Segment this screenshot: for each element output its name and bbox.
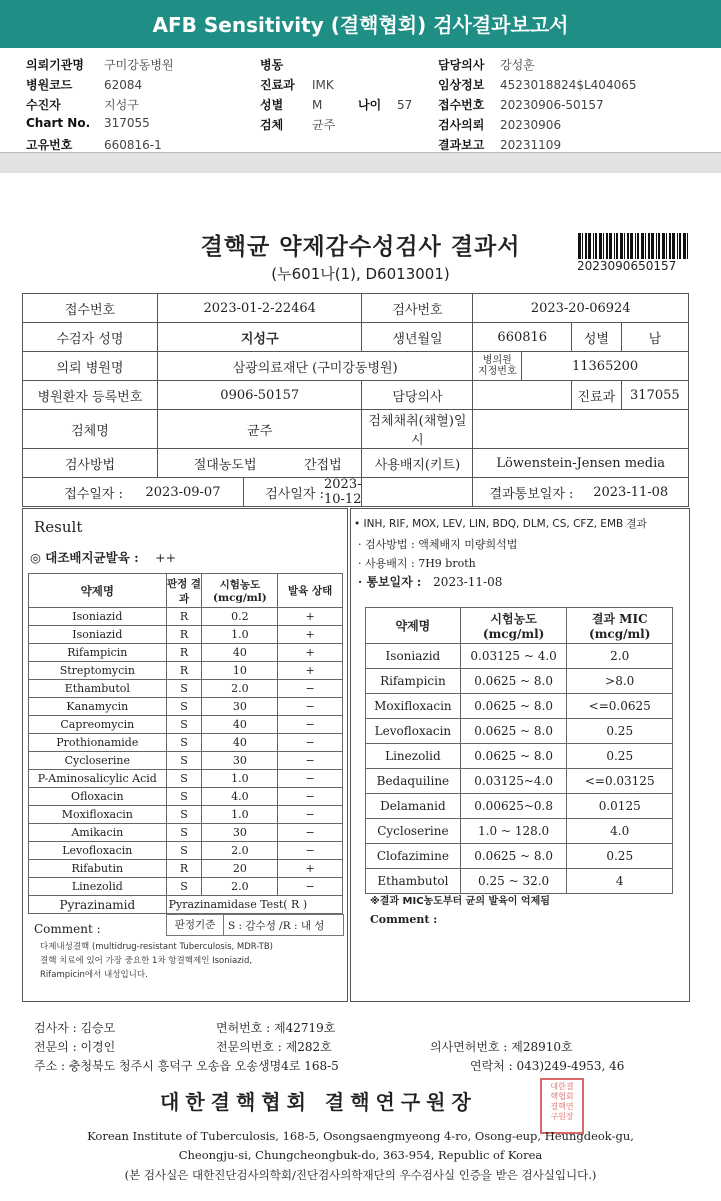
mic-range: 0.00625~0.8 (460, 794, 567, 819)
drug-growth: − (278, 698, 343, 716)
mic-row (366, 669, 673, 694)
license-no-1: 면허번호 : 제42719호 (216, 1021, 336, 1035)
drug-row (29, 842, 343, 860)
method-values (157, 449, 362, 478)
certification-note: (본 검사실은 대한진단검사의학회/진단검사의학재단의 우수검사실 인증을 받은 검사실입니다.) (124, 1168, 597, 1182)
hospital-code-value: 11365200 (522, 352, 689, 381)
result-heading: Result (34, 518, 83, 536)
header-field (260, 116, 335, 133)
mic-value: 0.25 (567, 744, 673, 769)
drug-conc: 30 (202, 752, 278, 770)
mic-drug-name: Linezolid (366, 744, 461, 769)
drug-result: S (166, 878, 202, 896)
mic-value: 4.0 (567, 819, 673, 844)
drug-row (29, 788, 343, 806)
drug-growth: + (278, 644, 343, 662)
mic-drug-list: • INH, RIF, MOX, LEV, LIN, BDQ, DLM, CS, CFZ, EMB 결과 (354, 518, 647, 530)
control-value: ++ (155, 550, 177, 565)
mic-drug-name: Levofloxacin (366, 719, 461, 744)
header-field-label: 결과보고 (438, 138, 485, 152)
header-field-label: 성별 (260, 98, 284, 112)
mic-range: 0.0625 ~ 8.0 (460, 694, 567, 719)
mic-drug-name: Isoniazid (366, 644, 461, 669)
drug-conc: 40 (202, 734, 278, 752)
drug-result: R (166, 860, 202, 878)
drug-name: P-Aminosalicylic Acid (29, 770, 167, 788)
mic-row (366, 844, 673, 869)
drug-conc: 40 (202, 716, 278, 734)
institute-name: 대한결핵협회 결핵연구원장 (160, 1090, 477, 1114)
mic-range: 0.0625 ~ 8.0 (460, 719, 567, 744)
specialist: 전문의 : 이경인 (34, 1040, 116, 1054)
english-address-2: Cheongju-si, Chungcheongbuk-do, 363-954, Republic of Korea (178, 1148, 543, 1162)
drug-growth: − (278, 716, 343, 734)
header-field (26, 116, 150, 130)
drug-row (29, 806, 343, 824)
header-field-value: 4523018824$L404065 (500, 78, 637, 92)
mic-value: 0.25 (567, 844, 673, 869)
kit-label: 사용배지(키트) (362, 449, 473, 478)
mic-range: 0.03125 ~ 4.0 (460, 644, 567, 669)
drug-result: R (166, 626, 202, 644)
drug-growth: − (278, 752, 343, 770)
header-field-value: 660816-1 (104, 138, 162, 152)
drug-row (29, 626, 343, 644)
header-field (260, 76, 334, 93)
receipt-no-label: 접수번호 (23, 294, 158, 323)
barcode-graphic (578, 233, 688, 259)
drug-row (29, 824, 343, 842)
license-no-3: 의사면허번호 : 제28910호 (430, 1040, 573, 1054)
criteria-value: S : 감수성 /R : 내 성 (228, 919, 325, 932)
recv-date-label: 접수일자 : (64, 486, 123, 502)
drug-conc: 2.0 (202, 680, 278, 698)
mic-range: 0.0625 ~ 8.0 (460, 669, 567, 694)
receipt-no-value: 2023-01-2-22464 (157, 294, 362, 323)
mic-drug-name: Delamanid (366, 794, 461, 819)
drug-name: Levofloxacin (29, 842, 167, 860)
mic-value: <=0.03125 (567, 769, 673, 794)
test-no-label: 검사번호 (362, 294, 473, 323)
age-value: 57 (397, 98, 413, 112)
drug-growth: + (278, 860, 343, 878)
test-date-label: 검사일자 : (265, 486, 324, 502)
header-field (438, 76, 636, 93)
header-field (26, 56, 174, 73)
drug-growth: − (278, 878, 343, 896)
drug-result: R (166, 662, 202, 680)
mic-value: 2.0 (567, 644, 673, 669)
header-field (438, 56, 535, 73)
drug-name: Capreomycin (29, 716, 167, 734)
sex-label: 성별 (572, 323, 622, 352)
mic-col-drug: 약제명 (366, 608, 461, 644)
mic-notify-label: · 통보일자 : (358, 575, 422, 589)
header-field-value: 지성구 (104, 98, 139, 112)
header-field-value: 구미강동병원 (104, 58, 174, 72)
header-field (26, 76, 142, 93)
header-field-value: 균주 (312, 118, 336, 132)
header-field (260, 96, 322, 113)
drug-growth: + (278, 608, 343, 626)
header-field-label: 검체 (260, 118, 284, 132)
mic-row (366, 869, 673, 894)
drug-result: S (166, 752, 202, 770)
hospital-label: 의뢰 병원명 (23, 352, 158, 381)
drug-name: Ethambutol (29, 680, 167, 698)
header-field-value: IMK (312, 78, 334, 92)
drug-result: S (166, 788, 202, 806)
mic-drug-name: Bedaquiline (366, 769, 461, 794)
recv-date-value: 2023-09-07 (145, 484, 221, 500)
header-field-value: 20230906-50157 (500, 98, 604, 112)
hospital-code-label: 병의원 지정번호 (473, 352, 522, 381)
mic-value: 4 (567, 869, 673, 894)
test-date-value: 2023-10-12 (324, 477, 362, 507)
mic-row (366, 819, 673, 844)
header-field-value: 20230906 (500, 118, 562, 132)
header-field (260, 56, 312, 73)
license-no-2: 전문의번호 : 제282호 (216, 1040, 332, 1054)
drug-conc: 1.0 (202, 806, 278, 824)
col-conc: 시험농도 (mcg/ml) (202, 574, 278, 608)
gray-band (0, 153, 721, 173)
mic-row (366, 719, 673, 744)
criteria-label: 판정기준 (167, 915, 224, 935)
header-field-label: 수진자 (26, 98, 61, 112)
reg-no-value: 0906-50157 (157, 381, 362, 410)
dept-value: 317055 (621, 381, 688, 410)
barcode-number: 2023090650157 (577, 259, 677, 273)
age-field (358, 96, 412, 113)
collect-label: 검체채취(채혈)일시 (362, 410, 473, 449)
drug-conc: 1.0 (202, 770, 278, 788)
header-field-label: 고유번호 (26, 138, 73, 152)
col-result: 판정 결과 (166, 574, 202, 608)
drug-growth: + (278, 662, 343, 680)
drug-conc: 20 (202, 860, 278, 878)
comment-line: 결핵 치료에 있어 가장 중요한 1차 항결핵제인 Isoniazid, (40, 956, 253, 966)
header-field (438, 116, 561, 133)
mic-value: >8.0 (567, 669, 673, 694)
patient-name-label: 수검자 성명 (23, 323, 158, 352)
drug-conc: 2.0 (202, 842, 278, 860)
header-field (438, 96, 604, 113)
drug-conc: 40 (202, 644, 278, 662)
drug-conc: 0.2 (202, 608, 278, 626)
mic-notify-date: 2023-11-08 (433, 575, 503, 589)
result-comment-label: Comment : (34, 922, 101, 936)
header-field (438, 136, 561, 153)
col-growth: 발육 상태 (278, 574, 343, 608)
birth-label: 생년월일 (362, 323, 473, 352)
mic-col-result: 결과 MIC (mcg/ml) (567, 608, 673, 644)
doctor-label: 담당의사 (362, 381, 473, 410)
test-no-value: 2023-20-06924 (473, 294, 689, 323)
header-field-label: 검사의뢰 (438, 118, 485, 132)
drug-growth: − (278, 734, 343, 752)
official-seal (540, 1078, 584, 1134)
drug-growth: − (278, 824, 343, 842)
control-label: ◎ 대조배지균발육 : (30, 550, 139, 565)
drug-name: Linezolid (29, 878, 167, 896)
drug-growth: − (278, 842, 343, 860)
drug-name: Rifabutin (29, 860, 167, 878)
mic-row (366, 744, 673, 769)
birth-value: 660816 (473, 323, 572, 352)
mic-row (366, 794, 673, 819)
drug-row (29, 860, 343, 878)
header-field-label: 접수번호 (438, 98, 485, 112)
report-date-cell (473, 478, 689, 507)
method-value-2: 간접법 (303, 457, 342, 473)
mic-comment-label: Comment : (370, 913, 438, 926)
doctor-value (473, 381, 572, 410)
criteria-box (166, 914, 344, 936)
drug-name: Moxifloxacin (29, 806, 167, 824)
drug-result: S (166, 698, 202, 716)
header-field-label: 진료과 (260, 78, 295, 92)
mic-note: ※결과 MIC농도부터 균의 발육이 억제됨 (370, 896, 550, 907)
drug-row (29, 716, 343, 734)
report-date-value: 2023-11-08 (593, 484, 669, 500)
header-field-value: 62084 (104, 78, 143, 92)
drug-name: Streptomycin (29, 662, 167, 680)
mic-range: 0.0625 ~ 8.0 (460, 844, 567, 869)
english-address-1: Korean Institute of Tuberculosis, 168-5, Osongsaengmyeong 4-ro, Osong-eup, Heungdeok-gu, (87, 1129, 634, 1143)
mic-notify (358, 573, 502, 590)
specimen-label: 검체명 (23, 410, 158, 449)
address: 주소 : 충청북도 청주시 흥덕구 오송읍 오송생명4로 168-5 (34, 1059, 339, 1073)
comment-line: 다제내성결핵 (multidrug-resistant Tuberculosis, MDR-TB) (40, 942, 274, 952)
mic-drug-name: Moxifloxacin (366, 694, 461, 719)
mic-row (366, 769, 673, 794)
comment-line: Rifampicin에서 내성입니다. (40, 970, 148, 980)
header-field-label: 의뢰기관명 (26, 58, 84, 72)
drug-result: S (166, 824, 202, 842)
mic-value: 0.25 (567, 719, 673, 744)
drug-result: S (166, 716, 202, 734)
drug-result: S (166, 734, 202, 752)
pza-test: Pyrazinamidase Test( R ) (166, 896, 342, 914)
mic-range: 0.03125~4.0 (460, 769, 567, 794)
drug-conc: 4.0 (202, 788, 278, 806)
patient-info-table (22, 293, 689, 507)
drug-row (29, 752, 343, 770)
header-field-label: 병동 (260, 58, 284, 72)
header-field-value: 강성훈 (500, 58, 535, 72)
report-date-label: 결과통보일자 : (489, 486, 574, 502)
header-field (26, 136, 162, 153)
mic-result-table (365, 607, 673, 894)
drug-result: S (166, 806, 202, 824)
drug-row (29, 878, 343, 896)
mic-range: 1.0 ~ 128.0 (460, 819, 567, 844)
age-label: 나이 (358, 98, 382, 112)
mic-row (366, 694, 673, 719)
header-field-label: Chart No. (26, 116, 91, 130)
patient-name-value: 지성구 (157, 323, 362, 352)
dept-label: 진료과 (572, 381, 622, 410)
drug-result: S (166, 680, 202, 698)
header-field-label: 임상정보 (438, 78, 485, 92)
drug-result: S (166, 770, 202, 788)
header-field-label: 병원코드 (26, 78, 73, 92)
test-date-spacer (362, 478, 473, 507)
drug-result: R (166, 608, 202, 626)
drug-conc: 30 (202, 824, 278, 842)
mic-drug-name: Rifampicin (366, 669, 461, 694)
drug-growth: − (278, 770, 343, 788)
drug-name: Prothionamide (29, 734, 167, 752)
drug-conc: 10 (202, 662, 278, 680)
mic-range: 0.0625 ~ 8.0 (460, 744, 567, 769)
drug-growth: − (278, 680, 343, 698)
drug-growth: + (278, 626, 343, 644)
mic-method: · 검사방법 : 액체배지 미량희석법 (358, 538, 518, 551)
method-label: 검사방법 (23, 449, 158, 478)
report-title: 결핵균 약제감수성검사 결과서 (200, 234, 521, 260)
header-field-value: M (312, 98, 323, 112)
header-field-label: 담당의사 (438, 58, 485, 72)
drug-name: Ofloxacin (29, 788, 167, 806)
hospital-value: 삼광의료재단 (구미강동병원) (157, 352, 472, 381)
col-drug: 약제명 (29, 574, 167, 608)
method-value-1: 절대농도법 (193, 457, 257, 473)
drug-growth: − (278, 788, 343, 806)
drug-name: Amikacin (29, 824, 167, 842)
header-field (26, 96, 139, 113)
drug-row (29, 680, 343, 698)
header-field-value: 20231109 (500, 138, 562, 152)
kit-value: Löwenstein-Jensen media (473, 449, 689, 478)
drug-name: Kanamycin (29, 698, 167, 716)
contact: 연락처 : 043)249-4953, 46 (470, 1059, 625, 1073)
drug-row (29, 698, 343, 716)
mic-row (366, 644, 673, 669)
sex-value: 남 (621, 323, 688, 352)
mic-col-range: 시험농도 (mcg/ml) (460, 608, 567, 644)
drug-name: Isoniazid (29, 608, 167, 626)
drug-growth: − (278, 806, 343, 824)
drug-conc: 30 (202, 698, 278, 716)
drug-row (29, 734, 343, 752)
tester: 검사자 : 김승모 (34, 1021, 116, 1035)
mic-drug-name: Cycloserine (366, 819, 461, 844)
drug-name: Rifampicin (29, 644, 167, 662)
control-growth (30, 548, 176, 566)
drug-row (29, 608, 343, 626)
drug-conc: 2.0 (202, 878, 278, 896)
mic-medium: · 사용배지 : 7H9 broth (358, 557, 476, 570)
drug-conc: 1.0 (202, 626, 278, 644)
dates-left (23, 478, 362, 507)
reg-no-label: 병원환자 등록번호 (23, 381, 158, 410)
mic-value: 0.0125 (567, 794, 673, 819)
mic-drug-name: Ethambutol (366, 869, 461, 894)
drug-row (29, 770, 343, 788)
mic-value: <=0.0625 (567, 694, 673, 719)
drug-row (29, 644, 343, 662)
seal-text: 대한결 핵협회 결핵연 구원장 (550, 1082, 574, 1121)
drug-result-table (28, 573, 343, 914)
drug-name: Isoniazid (29, 626, 167, 644)
mic-range: 0.25 ~ 32.0 (460, 869, 567, 894)
drug-row (29, 662, 343, 680)
report-banner-title: AFB Sensitivity (결핵협회) 검사결과보고서 (0, 0, 721, 48)
drug-name: Cycloserine (29, 752, 167, 770)
report-subtitle: (누601나(1), D6013001) (271, 265, 450, 283)
result-comment-text (40, 940, 340, 982)
pza-name: Pyrazinamid (29, 896, 167, 914)
specimen-value: 균주 (157, 410, 362, 449)
drug-result: S (166, 842, 202, 860)
mic-drug-name: Clofazimine (366, 844, 461, 869)
header-field-value: 317055 (104, 116, 150, 130)
collect-value (473, 410, 689, 449)
drug-result: R (166, 644, 202, 662)
